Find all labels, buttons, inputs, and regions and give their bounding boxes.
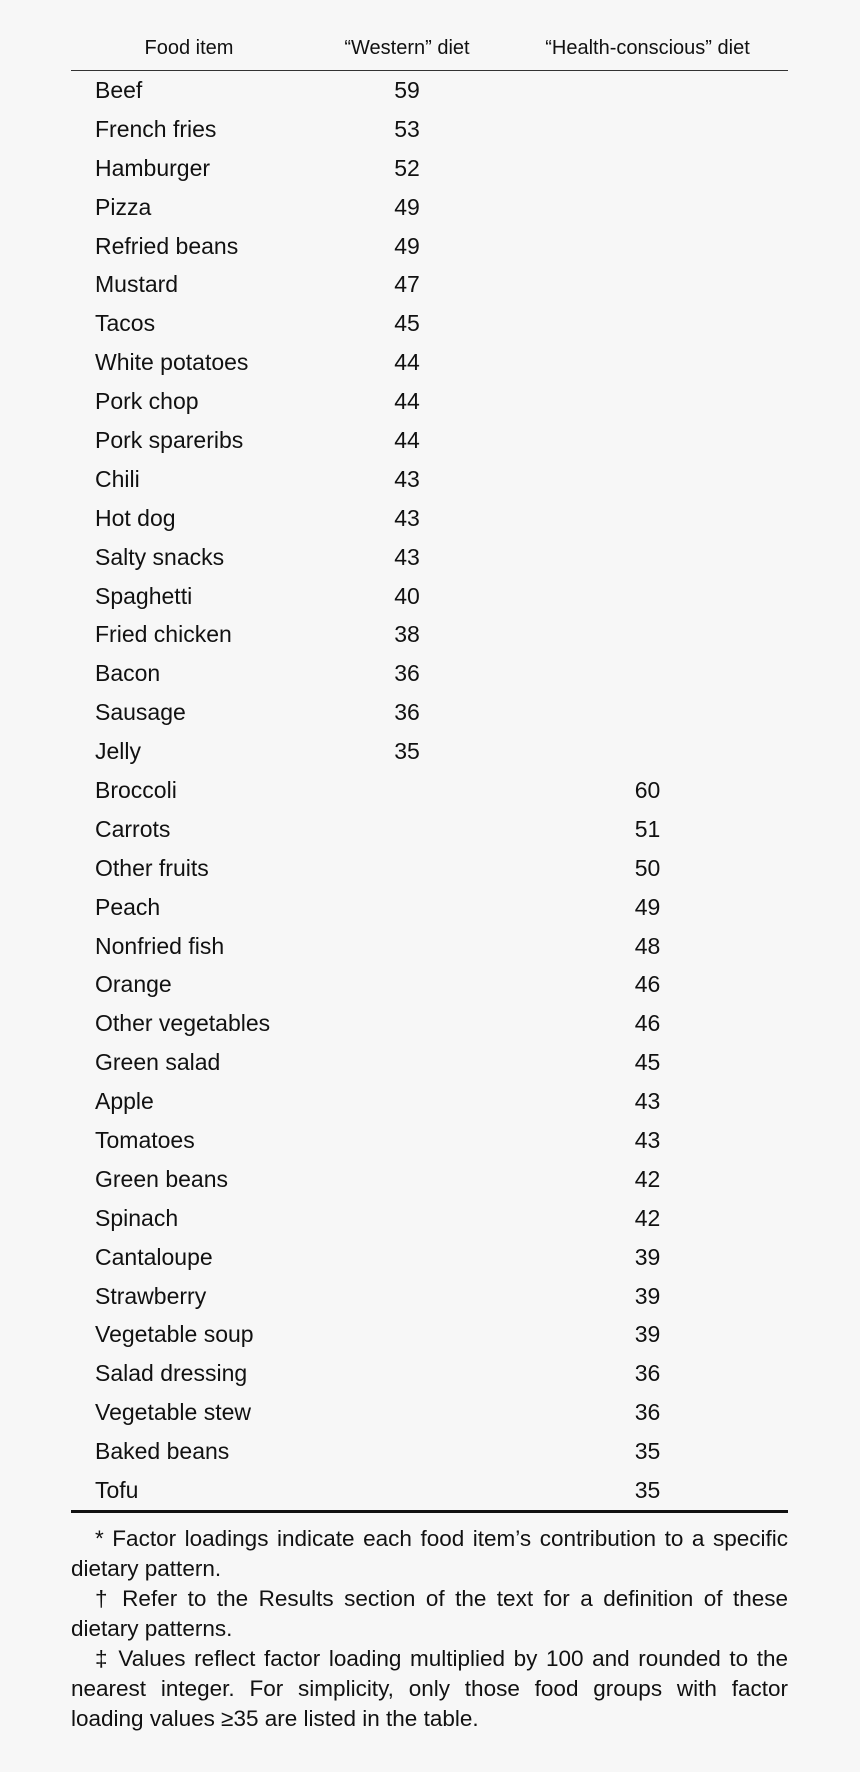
- food-cell: Vegetable stew: [95, 1399, 252, 1426]
- health-conscious-diet-cell: [507, 149, 788, 188]
- western-diet-cell: 52: [394, 154, 420, 181]
- western-diet-cell: 44: [394, 426, 420, 453]
- health-conscious-diet-cell: 51: [634, 815, 661, 842]
- footnote-dagger: † Refer to the Results section of the text for a definition of these dietary patterns.: [71, 1586, 788, 1641]
- western-diet-cell: [307, 771, 507, 810]
- health-conscious-diet-cell: [507, 343, 788, 382]
- table-row: [71, 538, 788, 577]
- health-conscious-diet-cell: 36: [634, 1360, 661, 1387]
- health-conscious-diet-cell: [507, 538, 788, 577]
- food-cell: Mustard: [95, 271, 179, 298]
- health-conscious-diet-cell: 49: [634, 893, 661, 920]
- health-conscious-diet-cell: [507, 693, 788, 732]
- table-row: [71, 499, 788, 538]
- table-row: [71, 460, 788, 499]
- health-conscious-diet-cell: 50: [634, 854, 661, 881]
- health-conscious-diet-cell: 46: [634, 1010, 661, 1037]
- western-diet-cell: [307, 1082, 507, 1121]
- health-conscious-diet-cell: 60: [634, 776, 661, 803]
- health-conscious-diet-cell: 43: [634, 1126, 661, 1153]
- food-cell: Tofu: [71, 1471, 307, 1511]
- footnote-asterisk: * Factor loadings indicate each food item’s contribution to a specific dietary pattern.: [71, 1526, 788, 1581]
- western-diet-cell: 45: [394, 310, 420, 337]
- food-cell: Pork spareribs: [95, 426, 244, 453]
- table-row: [71, 1004, 788, 1043]
- table-row: [71, 149, 788, 188]
- table-row: [71, 771, 788, 810]
- food-cell: Beef: [95, 76, 143, 103]
- food-cell: Broccoli: [95, 776, 177, 803]
- health-conscious-diet-cell: [507, 110, 788, 149]
- food-cell: Spinach: [95, 1204, 179, 1231]
- western-diet-cell: 36: [394, 699, 420, 726]
- food-cell: Nonfried fish: [95, 932, 225, 959]
- western-diet-cell: [307, 1354, 507, 1393]
- health-conscious-diet-cell: 35: [634, 1438, 661, 1465]
- table-row: [71, 849, 788, 888]
- health-conscious-diet-cell: 46: [634, 971, 661, 998]
- food-cell: French fries: [95, 115, 217, 142]
- health-conscious-diet-cell: 36: [634, 1399, 661, 1426]
- food-cell: Cantaloupe: [95, 1243, 213, 1270]
- health-conscious-diet-cell: [507, 615, 788, 654]
- food-cell: Vegetable soup: [95, 1321, 254, 1348]
- food-cell: Strawberry: [95, 1282, 207, 1309]
- health-conscious-diet-cell: 39: [634, 1243, 661, 1270]
- table-header: [71, 26, 788, 71]
- western-diet-cell: [307, 1121, 507, 1160]
- food-cell: White potatoes: [95, 349, 249, 376]
- western-diet-cell: [307, 1238, 507, 1277]
- table-row: [71, 110, 788, 149]
- table-row: [71, 615, 788, 654]
- western-diet-cell: 43: [394, 543, 420, 570]
- health-conscious-diet-cell: [507, 732, 788, 771]
- table-row: [71, 965, 788, 1004]
- western-diet-cell: 36: [394, 660, 420, 687]
- food-cell: Other vegetables: [95, 1010, 271, 1037]
- western-diet-cell: 49: [394, 193, 420, 220]
- food-cell: Fried chicken: [95, 621, 232, 648]
- food-cell: Jelly: [95, 738, 142, 765]
- health-conscious-diet-cell: [507, 460, 788, 499]
- table-row: [71, 188, 788, 227]
- health-conscious-diet-cell: [507, 188, 788, 227]
- western-diet-cell: 53: [394, 115, 420, 142]
- western-diet-cell: [307, 1277, 507, 1316]
- table-row: [71, 1199, 788, 1238]
- western-diet-cell: [307, 1004, 507, 1043]
- health-conscious-diet-cell: 45: [634, 1049, 661, 1076]
- food-cell: Chili: [95, 465, 140, 492]
- table-row: [71, 693, 788, 732]
- food-cell: Salad dressing: [95, 1360, 248, 1387]
- table-row: [71, 1043, 788, 1082]
- western-diet-cell: [307, 1160, 507, 1199]
- health-conscious-diet-cell: 39: [634, 1321, 661, 1348]
- header-western-diet: “Western” diet: [307, 26, 507, 71]
- western-diet-cell: 44: [394, 388, 420, 415]
- food-cell: Other fruits: [95, 854, 209, 881]
- food-cell: Sausage: [95, 699, 186, 726]
- food-cell: Green salad: [95, 1049, 221, 1076]
- table-row: [71, 888, 788, 927]
- health-conscious-diet-cell: 48: [634, 932, 661, 959]
- food-cell: Spaghetti: [95, 582, 193, 609]
- western-diet-cell: [307, 1199, 507, 1238]
- table-row: [71, 421, 788, 460]
- western-diet-cell: 59: [394, 76, 420, 103]
- western-diet-cell: 49: [394, 232, 420, 259]
- table-row: [71, 1277, 788, 1316]
- factor-loadings-table: [71, 26, 788, 1513]
- food-cell: Baked beans: [95, 1438, 230, 1465]
- table-row: [71, 382, 788, 421]
- header-health-conscious-diet: “Health-conscious” diet: [507, 26, 788, 71]
- health-conscious-diet-cell: 43: [634, 1088, 661, 1115]
- table-row: [71, 732, 788, 771]
- table-row: [71, 1393, 788, 1432]
- food-cell: Apple: [95, 1088, 154, 1115]
- health-conscious-diet-cell: [507, 227, 788, 266]
- western-diet-cell: 47: [394, 271, 420, 298]
- food-cell: Tomatoes: [95, 1126, 195, 1153]
- western-diet-cell: 38: [394, 621, 420, 648]
- table-row: [71, 71, 788, 110]
- food-cell: Refried beans: [95, 232, 239, 259]
- western-diet-cell: [307, 1043, 507, 1082]
- western-diet-cell: [307, 1316, 507, 1355]
- food-cell: Orange: [95, 971, 172, 998]
- food-cell: Bacon: [95, 660, 161, 687]
- table-row: [71, 1471, 788, 1511]
- health-conscious-diet-cell: [507, 265, 788, 304]
- table-footnotes: [71, 1524, 788, 1734]
- western-diet-cell: [307, 1432, 507, 1471]
- food-cell: Hamburger: [95, 154, 211, 181]
- table-row: [71, 1432, 788, 1471]
- health-conscious-diet-cell: [507, 71, 788, 110]
- health-conscious-diet-cell: 42: [634, 1204, 661, 1231]
- food-cell: Tacos: [95, 310, 156, 337]
- table-row: [71, 654, 788, 693]
- health-conscious-diet-cell: 42: [634, 1165, 661, 1192]
- western-diet-cell: [307, 1471, 507, 1511]
- health-conscious-diet-cell: 39: [634, 1282, 661, 1309]
- western-diet-cell: 35: [394, 738, 420, 765]
- western-diet-cell: 40: [394, 582, 420, 609]
- food-cell: Salty snacks: [95, 543, 225, 570]
- health-conscious-diet-cell: [507, 654, 788, 693]
- table-row: [71, 304, 788, 343]
- table-row: [71, 577, 788, 616]
- health-conscious-diet-cell: [507, 382, 788, 421]
- table-row: [71, 1354, 788, 1393]
- western-diet-cell: 44: [394, 349, 420, 376]
- health-conscious-diet-cell: 35: [507, 1471, 788, 1511]
- table-row: [71, 343, 788, 382]
- food-cell: Carrots: [95, 815, 171, 842]
- table-row: [71, 810, 788, 849]
- western-diet-cell: [307, 810, 507, 849]
- header-row: [71, 26, 788, 71]
- table-row: [71, 1238, 788, 1277]
- health-conscious-diet-cell: [507, 304, 788, 343]
- western-diet-cell: [307, 849, 507, 888]
- western-diet-cell: [307, 1393, 507, 1432]
- table-row: [71, 265, 788, 304]
- table-row: [71, 927, 788, 966]
- table-row: [71, 1160, 788, 1199]
- health-conscious-diet-cell: [507, 421, 788, 460]
- health-conscious-diet-cell: [507, 577, 788, 616]
- factor-loadings-table-container: [71, 26, 788, 1513]
- western-diet-cell: [307, 965, 507, 1004]
- food-cell: Pork chop: [95, 388, 199, 415]
- food-cell: Green beans: [95, 1165, 228, 1192]
- food-cell: Peach: [95, 893, 161, 920]
- table-row: [71, 227, 788, 266]
- western-diet-cell: [307, 927, 507, 966]
- table-body: [71, 71, 788, 1512]
- western-diet-cell: 43: [394, 465, 420, 492]
- table-row: [71, 1121, 788, 1160]
- footnote-double-dagger: ‡ Values reflect factor loading multiplied by 100 and rounded to the nearest integer. For simplicity, only those food groups with factor loading values ≥35 are listed in the table.: [71, 1646, 788, 1731]
- food-cell: Pizza: [95, 193, 152, 220]
- table-row: [71, 1316, 788, 1355]
- western-diet-cell: [307, 888, 507, 927]
- health-conscious-diet-cell: [507, 499, 788, 538]
- food-cell: Hot dog: [95, 504, 176, 531]
- header-food-item: Food item: [71, 26, 307, 71]
- table-row: [71, 1082, 788, 1121]
- western-diet-cell: 43: [394, 504, 420, 531]
